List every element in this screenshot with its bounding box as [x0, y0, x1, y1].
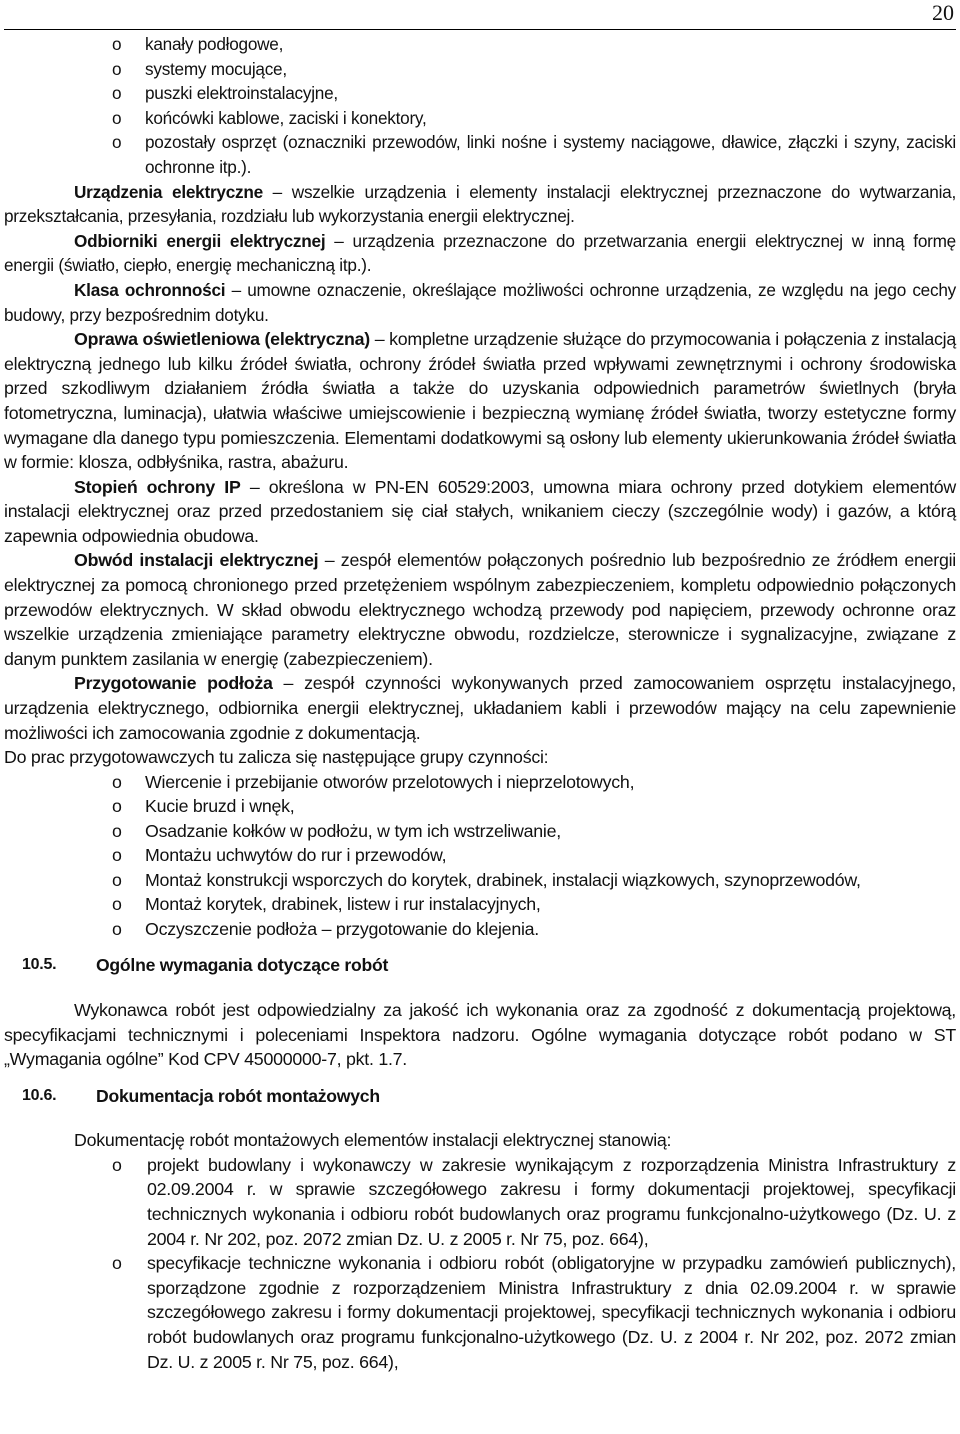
definition-text: umowne oznaczenie, określające możliwości ochronne urządzenia, ze względu na jego cechy budowy, przy bezpośrednim dotyku. [4, 279, 956, 325]
section-number: 10.6. [22, 1086, 57, 1104]
list-item: o specyfikacje techniczne wykonania i odbioru robót (obligatoryjne w przypadku zamówień publicznych), sporządzone zgodnie z rozporządzeniem Ministra Infrastruktury z dnia 02.09.2004 r. w sprawie szczegółowego zakresu i formy dokumentacji projektowej, specyfikacji technicznych wykonania i odbioru robót budowlanych oraz programu funkcjonalno-użytkowego (Dz. U. z 2004 r. Nr 202, poz. 2072 zmian Dz. U. z 2005 r. Nr 75, poz. 664), [112, 1253, 956, 1372]
list-item: o Montaż konstrukcji wsporczych do korytek, drabinek, instalacji wiązkowych, szynoprzewodów, [4, 868, 956, 893]
definition-text: zespół czynności wykonywanych przed zamocowaniem osprzętu instalacyjnego, urządzenia elektrycznego, odbiornika energii elektrycznej, układaniem kabli i przewodów mający na celu zapewnienie możliwości ich zamocowania zgodnie z dokumentacją. [4, 673, 956, 743]
header-rule [4, 29, 956, 30]
definition-term: Przygotowanie podłoża [74, 673, 273, 694]
list-item: o projekt budowlany i wykonawczy w zakresie wynikającym z rozporządzenia Ministra Infrastruktury z 02.09.2004 r. w sprawie szczegółowego zakresu i formy dokumentacji projektowej, specyfikacji technicznych wykonania i odbioru robót budowlanych oraz programu funkcjonalno-użytkowego (Dz. U. z 2004 r. Nr 202, poz. 2072 zmian Dz. U. z 2005 r. Nr 75, poz. 664), [112, 1154, 956, 1249]
definition-term: Stopień ochrony IP [74, 476, 241, 497]
prep-list [4, 770, 956, 942]
documentation-list [4, 1153, 956, 1374]
list-item: o Oczyszczenie podłoża – przygotowanie do klejenia. [4, 917, 956, 942]
definition-term: Odbiorniki energii elektrycznej [74, 230, 326, 251]
list-item: o Kucie bruzd i wnęk, [4, 794, 956, 819]
bullet-icon: o [112, 1154, 122, 1175]
definition-term: Urządzenia elektryczne [74, 181, 263, 202]
list-item: o Wiercenie i przebijanie otworów przelotowych i nieprzelotowych, [4, 770, 956, 795]
section-title: Dokumentacja robót montażowych [96, 1085, 380, 1106]
bullet-icon: o [112, 132, 122, 153]
bullet-icon: o [112, 894, 122, 915]
definition-text: zespół elementów połączonych pośrednio lub bezpośrednio ze źródłem energii elektrycznej za pomocą chronionego przed przetężeniem wspólnym zabezpieczeniem, kompletu odpowiednio połączonych przewodów elektrycznych. W skład obwodu elektrycznego wchodzą przewody pod napięciem, przewody ochronne oraz wszelkie urządzenia zmieniające parametry elektryczne obwodu, rozdzielcze, sterownicze i sygnalizacyjne, związane z danym punktem zasilania w energię (zabezpieczeniem). [4, 550, 956, 669]
page-number: 20 [932, 0, 954, 25]
list-item: o systemy mocujące, [4, 57, 956, 82]
bullet-icon: o [112, 869, 122, 890]
definition-text: określona w PN-EN 60529:2003, umowna miara ochrony przed dotykiem elementów instalacji elektrycznej oraz przed przedostaniem się ciał stałych, wnikaniem cieczy (szczególnie wody) i gazów, a którą zapewnia odpowiednia obudowa. [4, 476, 956, 546]
bullet-icon: o [112, 34, 122, 54]
definition-term: Obwód instalacji elektrycznej [74, 550, 319, 571]
bullet-icon: o [112, 796, 122, 817]
list-item: o kanały podłogowe, [4, 32, 956, 57]
definition-paragraph: Stopień ochrony IP – określona w PN-EN 60529:2003, umowna miara ochrony przed dotykiem elementów instalacji elektrycznej oraz przed przedostaniem się ciał stałych, wnikaniem cieczy (szczególnie wody) i gazów, a którą zapewnia odpowiednia obudowa. [4, 476, 956, 546]
components-list [4, 32, 956, 180]
bullet-icon: o [112, 107, 122, 128]
definition-paragraph: Oprawa oświetleniowa (elektryczna) – kompletne urządzenie służące do przymocowania i połączenia z instalacją elektryczną jednego lub kilku źródeł światła, ochrony źródeł światła przed wpływami zewnętrznymi i ochrony środowiska przed szkodliwym działaniem źródła światła a także do uzyskania odpowiednich parametrów świetlnych (bryła fotometryczna, luminacja), ułatwia właściwe umiejscowienie i bezpieczną wymianę źródeł światła, tworzy estetyczne formy wymagane dla danego typu pomieszczenia. Elementami dodatkowymi są osłony lub elementy ukierunkowania źródeł światła w formie: klosza, odbłyśnika, rastra, abażuru. [4, 329, 956, 473]
section-paragraph: Wykonawca robót jest odpowiedzialny za jakość ich wykonania oraz za zgodność z dokumentacją projektową, specyfikacjami technicznymi i poleceniami Inspektora nadzoru. Ogólne wymagania dotyczące robót podano w ST „Wymagania ogólne” Kod CPV 45000000-7, pkt. 1.7. [4, 999, 956, 1070]
definition-paragraph: Urządzenia elektryczne – wszelkie urządzenia i elementy instalacji elektrycznej przeznaczone do wytwarzania, przekształcania, przesyłania, rozdziału lub wykorzystania energii elektrycznej. [4, 181, 956, 227]
bullet-icon: o [112, 83, 122, 104]
bullet-icon: o [112, 1253, 122, 1274]
definition-term: Klasa ochronności [74, 279, 226, 300]
section-number: 10.5. [22, 956, 57, 974]
list-item: o Montaż korytek, drabinek, listew i rur instalacyjnych, [4, 892, 956, 917]
definition-text: urządzenia przeznaczone do przetwarzania energii elektrycznej w inną formę energii (światło, ciepło, energię mechaniczną itp.). [4, 230, 956, 276]
document-body [4, 32, 956, 1374]
definition-text: kompletne urządzenie służące do przymocowania i połączenia z instalacją elektryczną jednego lub kilku źródeł światła, ochrony źródeł światła przed wpływami zewnętrznymi i ochrony środowiska przed szkodliwym działaniem źródła światła a także do uzyskania odpowiednich parametrów świetlnych (bryła fotometryczna, luminacja), ułatwia właściwe umiejscowienie i bezpieczną wymianę źródeł światła, tworzy estetyczne formy wymagane dla danego typu pomieszczenia. Elementami dodatkowymi są osłony lub elementy ukierunkowania źródeł światła w formie: klosza, odbłyśnika, rastra, abażuru. [4, 329, 956, 473]
bullet-icon: o [112, 918, 122, 939]
bullet-icon: o [112, 58, 122, 79]
bullet-icon: o [112, 820, 122, 841]
section-intro: Dokumentację robót montażowych elementów instalacji elektrycznej stanowią: [74, 1130, 672, 1151]
section-title: Ogólne wymagania dotyczące robót [96, 955, 389, 976]
definition-paragraph: Przygotowanie podłoża – zespół czynności wykonywanych przed zamocowaniem osprzętu instalacyjnego, urządzenia elektrycznego, odbiornika energii elektrycznej, układaniem kabli i przewodów mający na celu zapewnienie możliwości ich zamocowania zgodnie z dokumentacją. [4, 673, 956, 743]
bullet-icon: o [112, 771, 122, 792]
section-heading-10-6 [4, 1084, 956, 1109]
definition-paragraph: Odbiorniki energii elektrycznej – urządzenia przeznaczone do przetwarzania energii elektrycznej w inną formę energii (światło, ciepło, energię mechaniczną itp.). [4, 230, 956, 276]
definition-paragraph: Obwód instalacji elektrycznej – zespół elementów połączonych pośrednio lub bezpośrednio ze źródłem energii elektrycznej za pomocą chronionego przed przetężeniem wspólnym zabezpieczeniem, kompletu odpowiednio połączonych przewodów elektrycznych. W skład obwodu elektrycznego wchodzą przewody pod napięciem, przewody ochronne oraz wszelkie urządzenia zmieniające parametry elektryczne obwodu, rozdzielcze, sterownicze i sygnalizacyjne, związane z danym punktem zasilania w energię (zabezpieczeniem). [4, 550, 956, 669]
list-item: o Montażu uchwytów do rur i przewodów, [4, 843, 956, 868]
list-item: o końcówki kablowe, zaciski i konektory, [4, 106, 956, 131]
definition-text: wszelkie urządzenia i elementy instalacji elektrycznej przeznaczone do wytwarzania, przekształcania, przesyłania, rozdziału lub wykorzystania energii elektrycznej. [4, 181, 956, 227]
list-item: o puszki elektroinstalacyjne, [4, 81, 956, 106]
definition-term: Oprawa oświetleniowa (elektryczna) [74, 329, 370, 350]
bullet-icon: o [112, 845, 122, 866]
definition-paragraph: Klasa ochronności – umowne oznaczenie, określające możliwości ochronne urządzenia, ze względu na jego cechy budowy, przy bezpośrednim dotyku. [4, 279, 956, 325]
prep-intro: Do prac przygotowawczych tu zalicza się następujące grupy czynności: [4, 747, 549, 768]
list-item: o pozostały osprzęt (oznaczniki przewodów, linki nośne i systemy naciągowe, dławice, złączki i szyny, zaciski ochronne itp.). [112, 132, 956, 177]
list-item: o Osadzanie kołków w podłożu, w tym ich wstrzeliwanie, [4, 819, 956, 844]
section-heading-10-5 [4, 953, 956, 978]
